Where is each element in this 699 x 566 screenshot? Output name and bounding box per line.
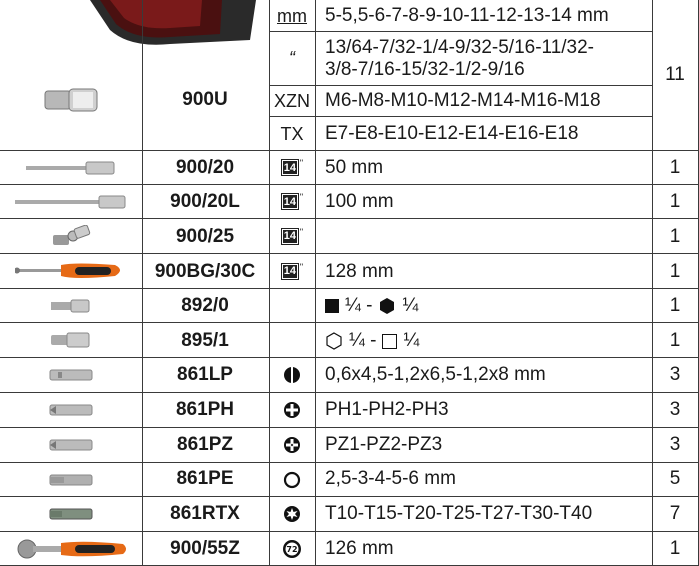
spec-text: E7-E8-E10-E12-E14-E16-E18	[325, 123, 579, 144]
drive-14-icon: 14 "	[269, 185, 315, 218]
item-code: 900/25	[175, 226, 235, 247]
pozidriv-bit-icon	[269, 428, 315, 462]
spec-text	[325, 296, 418, 316]
spec-text	[325, 331, 419, 351]
phillips-bit-tool-icon	[0, 393, 142, 427]
item-qty: 1	[669, 191, 681, 212]
spec-text: PH1-PH2-PH3	[325, 399, 449, 420]
hexagon-filled-icon	[378, 297, 396, 315]
hex-bit-icon	[269, 463, 315, 496]
item-qty: 3	[669, 434, 681, 455]
drive-14-icon: 14 "	[269, 219, 315, 253]
spec-part: ¼ -	[349, 330, 377, 351]
hex-bit-tool-icon	[0, 463, 142, 496]
spec-text: M6-M8-M10-M12-M14-M16-M18	[325, 90, 601, 111]
socket-icon	[0, 76, 142, 124]
torx-bit-tool-icon	[0, 497, 142, 531]
item-code: 895/1	[181, 330, 229, 351]
item-code: 861PZ	[177, 434, 233, 455]
spec-text: 50 mm	[325, 157, 384, 178]
item-qty: 7	[669, 503, 681, 524]
extension-bar-icon	[0, 151, 142, 184]
tool-case-image	[70, 0, 270, 48]
pozidriv-bit-tool-icon	[0, 428, 142, 462]
drive-14-icon: 14 "	[269, 254, 315, 288]
torx-bit-icon	[269, 497, 315, 531]
unit-label: “	[289, 48, 295, 68]
unit-label: XZN	[274, 91, 310, 111]
bit-adaptor-icon	[0, 289, 142, 322]
spec-text: 128 mm	[325, 261, 394, 282]
spec-text: 13/64-7/32-1/4-9/32-5/16-11/32-	[325, 37, 594, 58]
item-qty: 1	[669, 538, 681, 559]
item-code: 892/0	[181, 295, 229, 316]
spinner-handle-icon	[0, 254, 142, 288]
spec-text: 126 mm	[325, 538, 394, 559]
item-code: 861LP	[177, 364, 233, 385]
spec-text: 5-5,5-6-7-8-9-10-11-12-13-14 mm	[325, 5, 609, 26]
long-extension-bar-icon	[0, 185, 142, 218]
unit-label: mm	[277, 6, 307, 26]
spec-text: 100 mm	[325, 191, 394, 212]
spec-text: T10-T15-T20-T25-T27-T30-T40	[325, 503, 593, 524]
item-qty: 3	[669, 399, 681, 420]
ratchet-icon	[0, 532, 142, 565]
ratchet-teeth-count: 72	[286, 544, 298, 554]
item-code: 900BG/30C	[154, 261, 256, 282]
item-qty: 1	[669, 226, 681, 247]
item-code: 861RTX	[170, 503, 240, 524]
item-qty: 1	[669, 157, 681, 178]
spec-text: PZ1-PZ2-PZ3	[325, 434, 443, 455]
item-qty: 5	[669, 468, 681, 489]
item-qty: 11	[665, 64, 685, 85]
item-qty: 3	[669, 364, 681, 385]
universal-joint-icon	[0, 219, 142, 253]
spec-part: ¼	[403, 330, 420, 351]
slotted-bit-icon	[269, 358, 315, 392]
item-code: 861PH	[175, 399, 235, 420]
square-outline-icon	[382, 334, 397, 349]
item-code: 900U	[182, 89, 228, 110]
item-code: 900/20L	[170, 191, 240, 212]
spec-text: 3/8-7/16-15/32-1/2-9/16	[325, 59, 525, 80]
drive-14-icon: 14 "	[269, 151, 315, 184]
item-qty: 1	[669, 330, 681, 351]
item-code: 900/55Z	[170, 538, 240, 559]
unit-label: TX	[280, 124, 304, 144]
item-code: 900/20	[175, 157, 235, 178]
socket-adaptor-icon	[0, 323, 142, 357]
square-drive-icon	[325, 299, 339, 313]
slotted-bit-tool-icon	[0, 358, 142, 392]
item-qty: 1	[669, 261, 681, 282]
item-code: 861PE	[176, 468, 234, 489]
phillips-bit-icon	[269, 393, 315, 427]
spec-part: ¼ -	[345, 295, 373, 316]
spec-part: ¼	[402, 295, 419, 316]
spec-text: 2,5-3-4-5-6 mm	[325, 468, 456, 489]
spec-text: 0,6x4,5-1,2x6,5-1,2x8 mm	[325, 364, 546, 385]
ratchet-teeth-icon	[269, 532, 315, 565]
hexagon-outline-icon	[325, 332, 343, 350]
item-qty: 1	[669, 295, 681, 316]
